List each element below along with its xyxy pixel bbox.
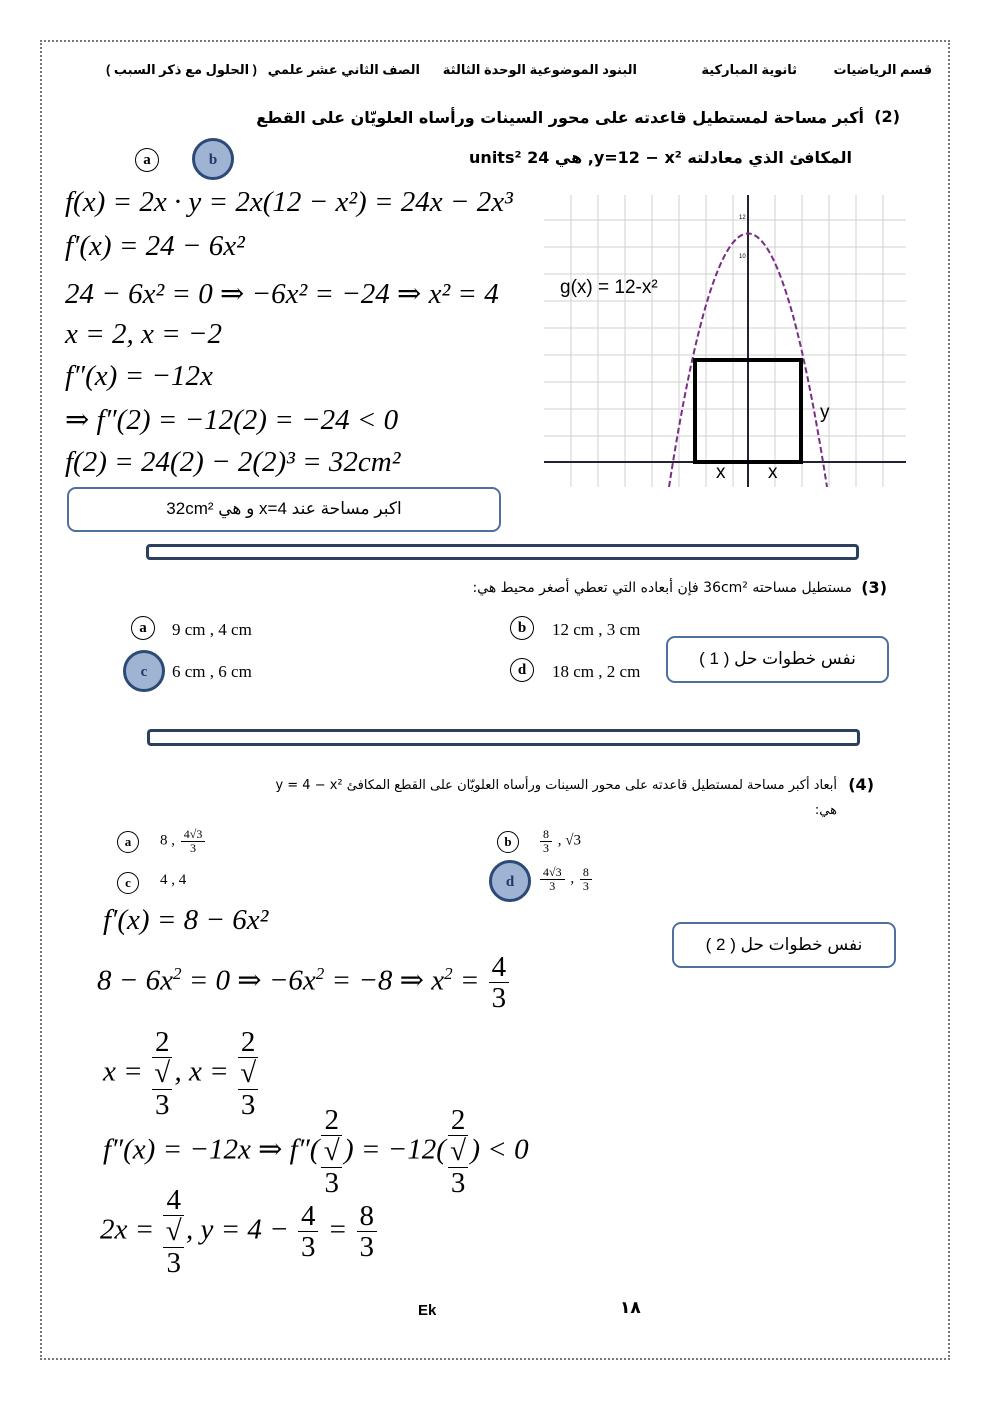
header-department: قسم الرياضيات — [833, 62, 932, 77]
header-note: ( الحلول مع ذكر السبب ) — [105, 62, 257, 77]
q3-option-c-value: 6 cm , 6 cm — [172, 662, 252, 681]
q4-work-line-2: $8 - 6x^2 = 0$ ⇒ $-6x^2 = -8$ ⇒ $x^2$ = $\frac{4}{3}$ — [97, 952, 511, 1014]
q4-option-d[interactable]: d — [489, 860, 531, 902]
q4-option-c[interactable]: c — [117, 872, 139, 894]
graph-y-label: y — [820, 402, 830, 423]
graph-x-label-right: x — [768, 462, 778, 483]
q4-work-line-5: 2x = 4 √ 3 , y = 4 − $\frac{4}{3}$ = $\frac{8}{3}$ — [100, 1185, 379, 1278]
q3-note-box: نفس خطوات حل ( 1 ) — [666, 636, 889, 683]
q3-option-d[interactable]: d — [510, 658, 534, 682]
separator-bar-1 — [146, 544, 859, 560]
q2-text-line2: المكافئ الذي معادلته y=12 − x², هي 24 units² — [469, 148, 852, 167]
graph-x-label-left: x — [716, 462, 726, 483]
q4-text-line2: هي: — [814, 803, 837, 818]
q2-option-a[interactable]: a — [135, 148, 159, 172]
q2-parabola-graph — [544, 195, 906, 487]
q3-number: (3) — [861, 578, 887, 597]
q3-option-b[interactable]: b — [510, 616, 534, 640]
q4-option-a[interactable]: a — [117, 831, 139, 853]
footer-initials: Ek — [418, 1302, 437, 1319]
q2-work-line-2: f′(x) = 24 − 6x² — [65, 230, 245, 262]
header-grade: الصف الثاني عشر علمي — [267, 62, 420, 77]
q4-option-d-value: $\frac{4√3}{3}$ , $\frac{8}{3}$ — [538, 866, 594, 892]
header-school: ثانوية المباركية — [701, 62, 797, 77]
graph-function-label: g(x) = 12-x² — [560, 277, 658, 298]
q2-work-line-4: x = 2, x = −2 — [65, 318, 222, 350]
q3-option-a-value: 9 cm , 4 cm — [172, 620, 252, 639]
q4-note-box: نفس خطوات حل ( 2 ) — [672, 922, 896, 968]
q4-option-c-value: 4 , 4 — [160, 872, 187, 888]
q4-text: أبعاد أكبر مساحة لمستطيل قاعدته على محور السينات ورأساه العلويّان على القطع المكافئ y = 4 − x² — [275, 778, 837, 793]
q3-option-d-value: 18 cm , 2 cm — [552, 662, 641, 681]
q2-number: (2) — [874, 107, 900, 126]
q4-option-b-value: $\frac{8}{3}$ , √3 — [538, 828, 581, 854]
q4-work-line-4: f″(x) = −12x ⇒ f″( 2 √ 3 ) = −12( 2 √ 3 ) < 0 — [103, 1104, 529, 1199]
q2-work-line-3: 24 − 6x² = 0 ⇒ −6x² = −24 ⇒ x² = 4 — [65, 278, 499, 310]
q4-work-line-1: f′(x) = 8 − 6x² — [103, 904, 269, 936]
q3-option-c[interactable]: c — [123, 650, 165, 692]
q2-text-line1: أكبر مساحة لمستطيل قاعدته على محور السينات ورأساه العلويّان على القطع — [256, 108, 864, 127]
q3-option-a[interactable]: a — [131, 616, 155, 640]
q2-answer-box: اكبر مساحة عند x=4 و هي 32cm² — [67, 487, 501, 532]
tick-12: 12 — [739, 215, 746, 221]
tick-10: 10 — [739, 254, 746, 260]
q4-option-b[interactable]: b — [497, 831, 519, 853]
q3-option-b-value: 12 cm , 3 cm — [552, 620, 641, 639]
q2-work-line-5: f″(x) = −12x — [65, 360, 213, 392]
q4-option-a-value: 8 , $\frac{4√3}{3}$ — [160, 828, 207, 854]
separator-bar-2 — [147, 729, 860, 746]
footer-page-number: ١٨ — [620, 1298, 641, 1317]
q2-work-line-7: f(2) = 24(2) − 2(2)³ = 32cm² — [65, 446, 401, 478]
q3-text: مستطيل مساحته 36cm² فإن أبعاده التي تعطي أصغر محيط هي: — [472, 580, 852, 596]
q2-option-b[interactable]: b — [192, 138, 234, 180]
q4-number: (4) — [848, 775, 874, 794]
header-unit: البنود الموضوعية الوحدة الثالثة — [442, 62, 637, 77]
q2-work-line-1: f(x) = 2x · y = 2x(12 − x²) = 24x − 2x³ — [65, 186, 513, 218]
q4-work-line-3: x = 2 √ 3 , x = 2 √ 3 — [103, 1027, 260, 1120]
q2-work-line-6: ⇒ f″(2) = −12(2) = −24 < 0 — [65, 404, 399, 436]
